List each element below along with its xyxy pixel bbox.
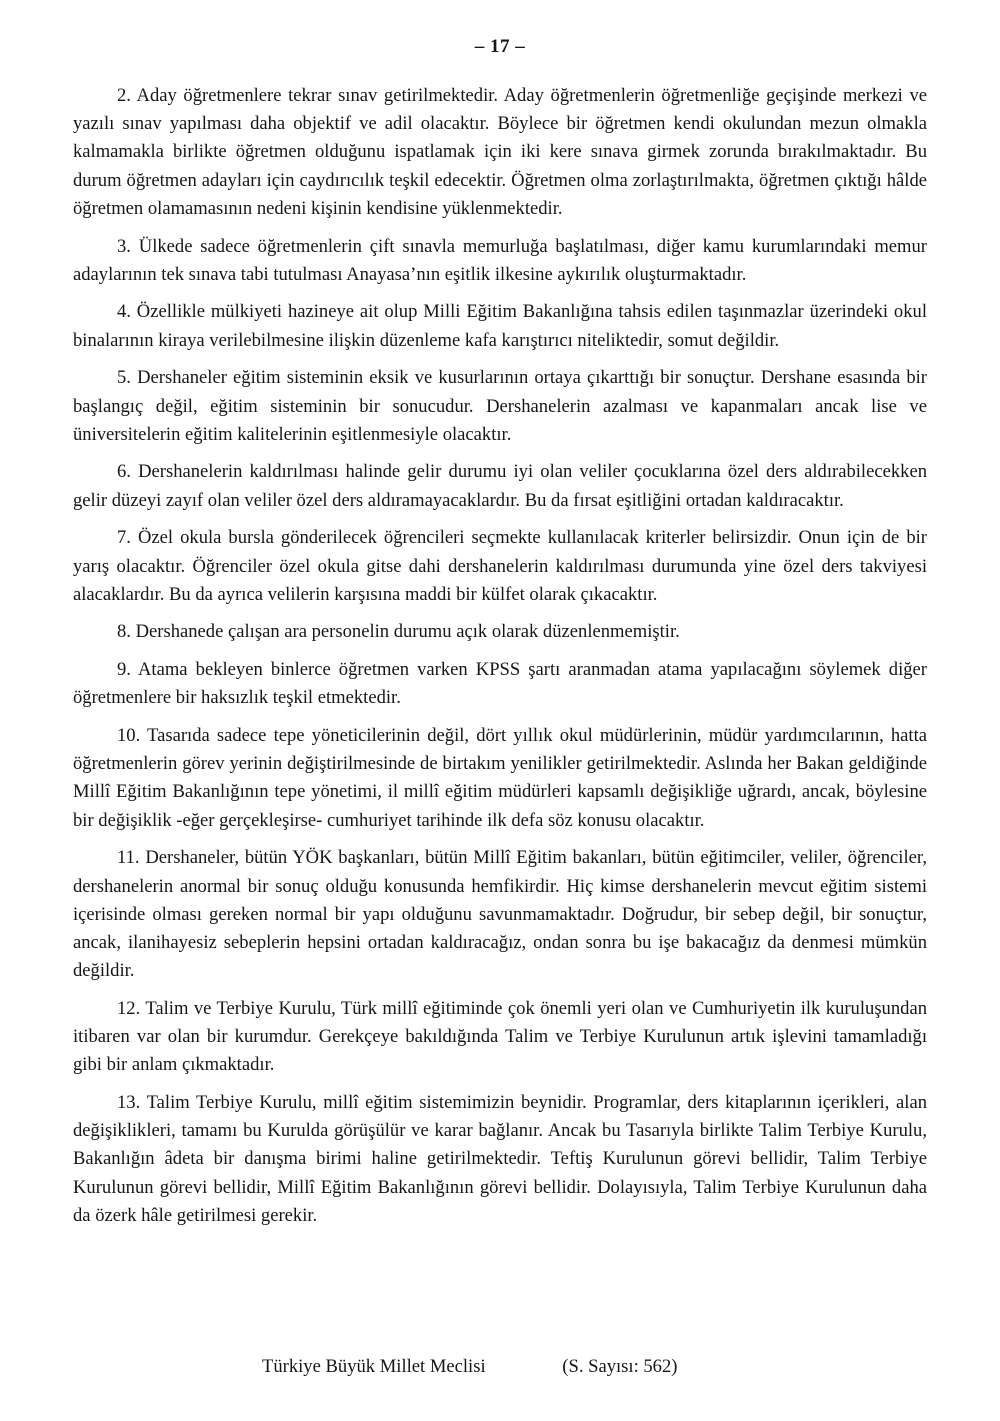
paragraph-item-2: 2. Aday öğretmenlere tekrar sınav getirilmektedir. Aday öğretmenlerin öğretmenliğe geçişinde merkezi ve yazılı sınav yapılması daha objektif ve adil olacaktır. Böylece bir öğretmen kendi okulundan mezun olmakla kalmamakla birlikte öğretmen olduğunu ispatlamak için iki kere sınava girmek zorunda bırakılmaktadır. Bu durum öğretmen adayları için caydırıcılık teşkil edecektir. Öğretmen olma zorlaştırılmakta, öğretmen çıktığı hâlde öğretmen olamamasının nedeni kişinin kendisine yüklenmektedir. <box>73 85 927 219</box>
document-body <box>73 82 927 1240</box>
paragraph-item-9: 9. Atama bekleyen binlerce öğretmen varken KPSS şartı aranmadan atama yapılacağını söylemek diğer öğretmenlere bir haksızlık teşkil etmektedir. <box>73 659 927 709</box>
footer-organization: Türkiye Büyük Millet Meclisi <box>262 1356 486 1377</box>
paragraph-item-10: 10. Tasarıda sadece tepe yöneticilerinin değil, dört yıllık okul müdürlerinin, müdür yardımcılarının, hatta öğretmenlerin görev yerinin değiştirilmesinde de birtakım yenilikler getirilmektedir. Aslında her Bakan geldiğinde Millî Eğitim Bakanlığının tepe yönetimi, il millî eğitim müdürleri kapsamlı değişikliğe uğrardı, ancak, böylesine bir değişiklik -eğer gerçekleşirse- cumhuriyet tarihinde ilk defa söz konusu olacaktır. <box>73 725 927 831</box>
paragraph-item-11: 11. Dershaneler, bütün YÖK başkanları, bütün Millî Eğitim bakanları, bütün eğitimciler, veliler, öğrenciler, dershanelerin anormal bir sonuç olduğu konusunda hemfikirdir. Hiç kimse dershanelerin mevcut eğitim sistemi içerisinde olması gereken normal bir yapı olduğunu savunmamaktadır. Doğrudur, bir sebep değil, bir sonuçtur, ancak, ilanihayesiz sebeplerin hepsini ortadan kaldıracağız, ondan sonra bu işe bakacağız da denmesi mümkün değildir. <box>73 847 927 982</box>
page-footer <box>262 1356 677 1378</box>
paragraph-item-5: 5. Dershaneler eğitim sisteminin eksik ve kusurlarının ortaya çıkarttığı bir sonuçtur. Dershane esasında bir başlangıç değil, eğitim sisteminin bir sonucudur. Dershanelerin azalması ve kapanmaları ancak lise ve üniversitelerin eğitim kalitelerinin eşitlenmesiyle olacaktır. <box>73 367 927 445</box>
paragraph-item-13: 13. Talim Terbiye Kurulu, millî eğitim sistemimizin beynidir. Programlar, ders kitaplarının içerikleri, alan değişiklikleri, tamamı bu Kurulda görüşülür ve karar bağlanır. Ancak bu Tasarıyla birlikte Talim Terbiye Kurulu, Bakanlığın âdeta bir danışma birimi haline getirilmektedir. Teftiş Kurulunun görevi bellidir, Talim Terbiye Kurulunun görevi bellidir, Millî Eğitim Bakanlığının görevi bellidir. Dolayısıyla, Talim Terbiye Kurulunun daha da özerk hâle getirilmesi gerekir. <box>73 1092 927 1226</box>
paragraph-item-6: 6. Dershanelerin kaldırılması halinde gelir durumu iyi olan veliler çocuklarına özel ders aldırabilecekken gelir düzeyi zayıf olan veliler özel ders aldıramayacaklardır. Bu da fırsat eşitliğini ortadan kaldıracaktır. <box>73 461 927 511</box>
paragraph-item-4: 4. Özellikle mülkiyeti hazineye ait olup Milli Eğitim Bakanlığına tahsis edilen taşınmazlar üzerindeki okul binalarının kiraya verilebilmesine ilişkin düzenleme kafa karıştırıcı niteliktedir, somut değildir. <box>73 301 927 351</box>
footer-reference: (S. Sayısı: 562) <box>562 1356 678 1377</box>
paragraph-item-7: 7. Özel okula bursla gönderilecek öğrencileri seçmekte kullanılacak kriterler belirsizdir. Onun için de bir yarış olacaktır. Öğrenciler özel okula gitse dahi dershanelerin kaldırılması durumunda yine özel ders takviyesi alacaklardır. Bu da ayrıca velilerin karşısına maddi bir külfet olarak çıkacaktır. <box>73 527 927 605</box>
page-number: – 17 – <box>474 36 526 57</box>
paragraph-item-12: 12. Talim ve Terbiye Kurulu, Türk millî eğitiminde çok önemli yeri olan ve Cumhuriyetin ilk kuruluşundan itibaren var olan bir kurumdur. Gerekçeye bakıldığında Talim ve Terbiye Kurulunun artık işlevini tamamladığı gibi bir anlam çıkmaktadır. <box>73 997 927 1076</box>
paragraph-item-3: 3. Ülkede sadece öğretmenlerin çift sınavla memurluğa başlatılması, diğer kamu kurumlarındaki memur adaylarının tek sınava tabi tutulması Anayasa’nın eşitlik ilkesine aykırılık oluşturmaktadır. <box>73 235 927 285</box>
paragraph-item-8: 8. Dershanede çalışan ara personelin durumu açık olarak düzenlenmemiştir. <box>117 621 680 643</box>
